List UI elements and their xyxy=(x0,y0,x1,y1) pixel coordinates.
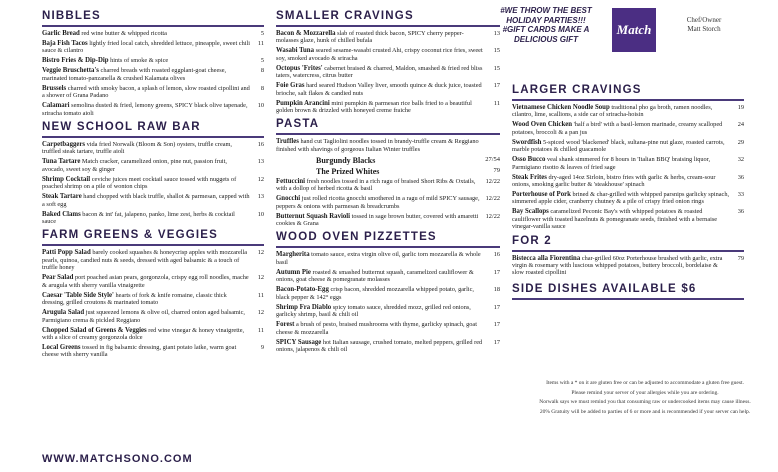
menu-item xyxy=(276,339,500,354)
item-price: 15 xyxy=(493,47,500,55)
item-price: 15 xyxy=(493,64,500,72)
promo-text: #WE THROW THE BEST HOLIDAY PARTIES!!! #GIFT CARDS MAKE A DELICIOUS GIFT xyxy=(500,6,592,44)
column-middle xyxy=(276,10,500,356)
menu-item xyxy=(42,158,264,173)
item-name: Bistro Fries & Dip-Dip xyxy=(42,57,109,65)
item-desc: a brush of pesto, braised mushrooms with thyme, garlicky spinach, goat cheese & mozzarella xyxy=(276,321,477,336)
item-name: Wood Oven Chicken xyxy=(512,121,573,129)
menu-item xyxy=(512,104,744,119)
menu-item xyxy=(276,321,500,336)
menu-item xyxy=(42,274,264,289)
item-name: Carpetbaggers xyxy=(42,141,86,149)
item-desc: barely cooked squashes & honeycrisp apples with mozzarella pearls, quinoa, candied nuts & seeds, dressed with aged balsamic & a touch of truffle honey xyxy=(42,249,248,272)
item-desc: spicy tomato sauce, shredded mozz, grilled red onions, garlicky shrimp, basil & chili oil xyxy=(276,303,471,319)
menu-item xyxy=(512,156,744,171)
menu-item xyxy=(512,121,744,136)
item-price: 12 xyxy=(257,309,264,317)
item-desc: semolina dusted & fried, lemony greens, SPICY black olive tapenade, sriracha tomato aioli xyxy=(42,102,248,117)
match-logo: Match xyxy=(612,8,656,52)
item-name: Fettuccini xyxy=(276,177,306,185)
option-name: Burgundy Blacks xyxy=(316,155,376,165)
item-price: 12/22 xyxy=(485,195,500,203)
menu-item xyxy=(512,174,744,189)
menu-item xyxy=(42,85,264,100)
item-desc: slab of roasted thick bacon, SPICY cherry pepper-molasses glaze, hunk of chilled bufala xyxy=(276,30,464,45)
item-desc: red wine vinegar & honey vinaigrette, with a slice of creamy gorgonzola dolce xyxy=(42,326,245,341)
raw-bar-list xyxy=(42,141,264,225)
farm-list xyxy=(42,249,264,358)
raw-bar-heading: NEW SCHOOL RAW BAR xyxy=(42,121,201,134)
item-name: Forest xyxy=(276,321,295,329)
item-price: 16 xyxy=(257,141,264,149)
column-left xyxy=(42,10,264,361)
item-desc: caramelized Peconic Bay's with whipped potatoes & roasted cauliflower with toasted hazelnuts & pomegranate seeds, finished with a bernaise vinegar-vanilla sauce xyxy=(512,208,718,231)
item-name: Margherita xyxy=(276,251,310,259)
item-name: Foie Gras xyxy=(276,82,305,90)
menu-item xyxy=(276,138,500,153)
menu-item xyxy=(42,67,264,82)
item-desc: dry-aged 14oz Sirloin, bistro fries with garlic & herbs, cream-sour onions, smoking garlic butter & 'steakhouse' spinach xyxy=(512,173,716,189)
menu-item xyxy=(42,211,264,226)
for2-heading: FOR 2 xyxy=(512,234,552,247)
pizza-heading: WOOD OVEN PIZZETTES xyxy=(276,231,437,244)
menu-item xyxy=(276,30,500,45)
truffle-option xyxy=(316,156,500,165)
item-price: 8 xyxy=(260,84,264,92)
item-desc: hearts of fork & knife romaine, classic thick dressing, grilled croutons & marinated tomato xyxy=(42,291,227,307)
menu-item xyxy=(276,286,500,301)
item-price: 17 xyxy=(493,321,500,329)
item-name: Pumpkin Arancini xyxy=(276,99,330,107)
item-desc: hints of smoke & spice xyxy=(110,57,169,65)
item-name: Shrimp Fra Diablo xyxy=(276,303,332,311)
divider xyxy=(512,250,744,252)
divider xyxy=(42,244,264,246)
option-price: 27/54 xyxy=(485,155,500,163)
item-name: Veggie Bruschetta's xyxy=(42,67,99,75)
menu-item xyxy=(276,178,500,193)
item-desc: cabernet braised & charred, Maldon, smashed & fried red bliss taters, watercress, citrus butter xyxy=(276,64,483,80)
item-price: 10 xyxy=(257,102,264,110)
item-name: Garlic Bread xyxy=(42,30,80,37)
divider xyxy=(42,25,264,27)
item-name: Vietnamese Chicken Noodle Soup xyxy=(512,104,610,111)
item-price: 33 xyxy=(737,191,744,199)
chef-title: Chef/Owner xyxy=(686,16,722,24)
item-desc: char-grilled 60oz Porterhouse brushed with garlic, extra virgin & rosemary with luscious whipped potatoes, buttery broccoli, bordelaise & slow roasted cipollini xyxy=(512,254,723,277)
item-desc: crisp bacon, shredded mozzarella whipped potato, garlic, black pepper & 142° eggs xyxy=(276,286,474,301)
item-price: 11 xyxy=(493,99,500,107)
item-desc: traditional pho ga broth, ramen noodles, cilantro, lime, scallions, a side car of sriracha-hoisin xyxy=(512,104,713,119)
item-name: Baja Fish Tacos xyxy=(42,40,88,47)
item-name: Wasabi Tuna xyxy=(276,47,314,55)
farm-heading: FARM GREENS & VEGGIES xyxy=(42,229,219,242)
item-name: Pear Salad xyxy=(42,274,74,282)
item-desc: ceviche juices meet cocktail sauce tossed with nuggets of poached shrimp on a pile of wonton chips xyxy=(42,175,237,191)
item-name: Gnocchi xyxy=(276,195,301,203)
column-right xyxy=(512,84,744,303)
item-name: Bacon-Potato-Egg xyxy=(276,286,329,294)
item-price: 12/22 xyxy=(485,177,500,185)
item-desc: seared sesame-wasabi crusted Ahi, crispy coconut rice fries, sweet soy, smoked avocado & sriracha xyxy=(276,47,483,62)
item-desc: charred breads with roasted eggplant-goat cheese, marinated tomato-panzanella & crushed Kalamata olives xyxy=(42,67,227,82)
menu-item xyxy=(42,327,264,342)
item-price: 11 xyxy=(257,40,264,47)
menu-item xyxy=(42,344,264,359)
smaller-list xyxy=(276,30,500,114)
divider xyxy=(512,298,744,300)
item-desc: just squeezed lemons & olive oil, charred onion aged balsamic, Parmigiano crema & pickled Reggiano xyxy=(42,309,246,324)
fine-print xyxy=(535,380,755,415)
item-price: 12/22 xyxy=(485,212,500,220)
item-name: Steak Frites xyxy=(512,173,547,181)
item-price: 8 xyxy=(260,67,264,75)
item-name: Swordfish xyxy=(512,138,542,146)
item-desc: mini pumpkin & parmesan rice balls fried to a beautiful golden brown & drizzled with honeyed creme fraiche xyxy=(276,99,472,115)
menu-item xyxy=(276,82,500,97)
item-name: Arugula Salad xyxy=(42,309,85,317)
item-price: 17 xyxy=(493,268,500,276)
menu-item xyxy=(42,102,264,117)
item-name: Butternut Squash Ravioli xyxy=(276,212,351,220)
item-price: 5 xyxy=(260,57,264,65)
item-name: Tuna Tartare xyxy=(42,158,81,166)
item-name: Shrimp Cocktail xyxy=(42,175,91,183)
menu-item xyxy=(276,65,500,80)
divider xyxy=(276,25,500,27)
item-name: SPICY Sausage xyxy=(276,338,322,346)
item-name: Caesar 'Table Side Style' xyxy=(42,291,114,299)
menu-item xyxy=(42,249,264,271)
website-url: WWW.MATCHSONO.COM xyxy=(42,453,193,465)
item-name: Steak Tartare xyxy=(42,193,82,201)
menu-item xyxy=(276,304,500,319)
item-desc: veal shank simmered for 8 hours in 'Italian BBQ' braising liquor, Parmigiano risotto & leaves of fried sage xyxy=(512,156,711,171)
item-desc: hot Italian sausage, crushed tomato, melted peppers, grilled red onions, jalapenos & chili oil xyxy=(276,338,483,353)
menu-item xyxy=(42,292,264,307)
menu-item xyxy=(42,40,264,55)
menu-item xyxy=(42,57,264,64)
item-desc: 5-spiced wood 'blackened' black, sultana-pine nut glaze, roasted carrots, marble potatoes & chilled guacamole xyxy=(512,138,725,154)
item-price: 16 xyxy=(493,251,500,259)
item-name: Brussels xyxy=(42,84,67,92)
item-desc: hand chopped with black truffle, shallot & parmesan, capped with a soft egg xyxy=(42,193,250,208)
menu-item xyxy=(512,208,744,230)
note-line: 20% Gratuity will be added to parties of 6 or more and is recommended if your server can help. xyxy=(539,408,751,415)
menu-item xyxy=(276,47,500,62)
menu-item xyxy=(276,195,500,210)
item-desc: tossed in sage brown butter, covered with amaretti cookies & Grana xyxy=(276,212,479,228)
option-price: 79 xyxy=(493,166,500,174)
item-price: 13 xyxy=(493,30,500,37)
item-price: 12 xyxy=(257,249,264,257)
item-name: Osso Bucco xyxy=(512,156,546,164)
nibbles-list xyxy=(42,30,264,117)
item-desc: bacon & int' fat, jalapeno, panko, lime zest, herbs & cocktail sauce xyxy=(42,210,235,226)
item-name: Bay Scallops xyxy=(512,208,549,216)
menu-item xyxy=(512,139,744,154)
item-price: 9 xyxy=(260,343,264,351)
divider xyxy=(512,99,744,101)
item-name: Bistecca alla Fiorentina xyxy=(512,254,581,262)
item-name: Bacon & Mozzarella xyxy=(276,30,336,37)
item-price: 29 xyxy=(737,138,744,146)
item-price: 79 xyxy=(737,254,744,262)
truffle-option xyxy=(316,167,500,176)
item-desc: hard seared Hudson Valley liver, smooth quince & duck juice, toasted brioche, salt flakes & candied nuts xyxy=(276,82,482,97)
item-name: Octopus 'Frites' xyxy=(276,64,323,72)
item-desc: charred with smoky bacon, a splash of lemon, slow roasted cipollini and a shower of Grana Padano xyxy=(42,84,250,100)
item-name: Porterhouse of Pork xyxy=(512,191,571,199)
item-desc: just rolled ricotta gnocchi smothered in a ragu of mild SPICY sausage, peppers & onions with parmesan & breadcrumbs xyxy=(276,195,480,210)
for2-list xyxy=(512,255,744,277)
item-price: 17 xyxy=(493,303,500,311)
item-name: Truffles xyxy=(276,138,299,146)
item-price: 13 xyxy=(257,158,264,166)
item-price: 13 xyxy=(257,193,264,201)
pasta-heading: PASTA xyxy=(276,118,320,131)
divider xyxy=(42,136,264,138)
item-price: 10 xyxy=(257,210,264,218)
smaller-heading: SMALLER CRAVINGS xyxy=(276,10,414,22)
item-desc: 'half a bird' with a basil-lemon marinade, creamy scalloped potatoes, broccoli & a pan jus xyxy=(512,121,723,136)
item-price: 18 xyxy=(493,286,500,294)
item-name: Chopped Salad of Greens & Veggies xyxy=(42,326,147,334)
menu-item xyxy=(42,193,264,208)
menu-item xyxy=(276,251,500,266)
item-desc: Match cracker, caramelized onion, pine nut, passion fruit, avocado, sweet soy & ginger xyxy=(42,158,227,173)
item-desc: tossed in fig balsamic dressing, giant potato latke, warm goat cheese with sherry vanilla xyxy=(42,343,237,359)
item-name: Patti Popp Salad xyxy=(42,249,91,257)
item-desc: port poached asian pears, gorgonzola, crispy egg roll noodles, mache & arugula with sherry vanilla vinaigrette xyxy=(42,274,249,289)
sides-heading: SIDE DISHES AVAILABLE $6 xyxy=(512,282,697,295)
item-price: 11 xyxy=(257,291,264,299)
menu-item xyxy=(276,269,500,284)
nibbles-heading: NIBBLES xyxy=(42,10,101,22)
menu-item xyxy=(276,213,500,228)
item-price: 36 xyxy=(737,173,744,181)
item-name: Calamari xyxy=(42,102,70,110)
item-price: 12 xyxy=(257,175,264,183)
item-desc: hand cut Tagliolini noodles tossed in brandy-truffle cream & Reggiano finished with shavings of gorgeous Italian Winter truffles xyxy=(276,138,479,153)
item-name: Autumn Pie xyxy=(276,268,311,276)
item-name: Baked Clams xyxy=(42,210,81,218)
note-line: Norwalk says we must remind you that consuming raw or undercooked items may cause illness. xyxy=(539,399,751,406)
menu-item xyxy=(42,30,264,37)
item-desc: roasted & smashed butternut squash, caramelized cauliflower & onions, goat cheese & pomegranate molasses xyxy=(276,268,474,284)
divider xyxy=(276,133,500,135)
menu-item xyxy=(42,141,264,156)
chef-credit xyxy=(664,16,744,34)
note-line: Please remind your server of your allergies while you are ordering. xyxy=(571,389,719,396)
larger-heading: LARGER CRAVINGS xyxy=(512,84,642,96)
item-price: 17 xyxy=(493,82,500,90)
menu-item xyxy=(42,309,264,324)
item-price: 24 xyxy=(737,121,744,129)
item-desc: red wine butter & whipped ricotta xyxy=(81,30,167,37)
item-price: 19 xyxy=(737,104,744,111)
item-desc: brined & char-grilled with whipped parsnips garlicky spinach, simmered apple cider, cranberry chutney & a pile of crispy fried onion rings xyxy=(512,191,730,206)
item-desc: fresh noodles tossed in a rich ragu of braised Short Ribs & Oxtails, with a dollop of herbed ricotta & basil xyxy=(276,177,476,193)
pasta-list xyxy=(276,178,500,228)
item-name: Local Greens xyxy=(42,343,81,351)
option-name: The Prized Whites xyxy=(316,166,380,176)
item-price: 17 xyxy=(493,338,500,346)
menu-item xyxy=(512,255,744,277)
item-price: 36 xyxy=(737,208,744,216)
menu-item xyxy=(276,100,500,115)
item-price: 32 xyxy=(737,156,744,164)
pizza-list xyxy=(276,251,500,353)
larger-list xyxy=(512,104,744,231)
divider xyxy=(276,246,500,248)
note-line: Items with a * on it are gluten free or can be adjusted to accommodate a gluten free guest. xyxy=(546,380,744,386)
item-desc: tomato sauce, extra virgin olive oil, garlic torn mozzarella & whole basil xyxy=(276,251,481,266)
item-desc: lightly fried local catch, shredded lettuce, pineapple, sweet chili sauce & cilantro xyxy=(42,40,250,55)
menu-item xyxy=(512,191,744,206)
item-price: 12 xyxy=(257,274,264,282)
item-price: 5 xyxy=(260,30,264,37)
item-desc: vida fried Norwalk (Bloom & Son) oysters, truffle cream, truffled steak tartare, truffle aioli xyxy=(42,141,233,156)
chef-name: Matt Storch xyxy=(687,25,721,33)
item-price: 11 xyxy=(257,326,264,334)
menu-item xyxy=(42,176,264,191)
